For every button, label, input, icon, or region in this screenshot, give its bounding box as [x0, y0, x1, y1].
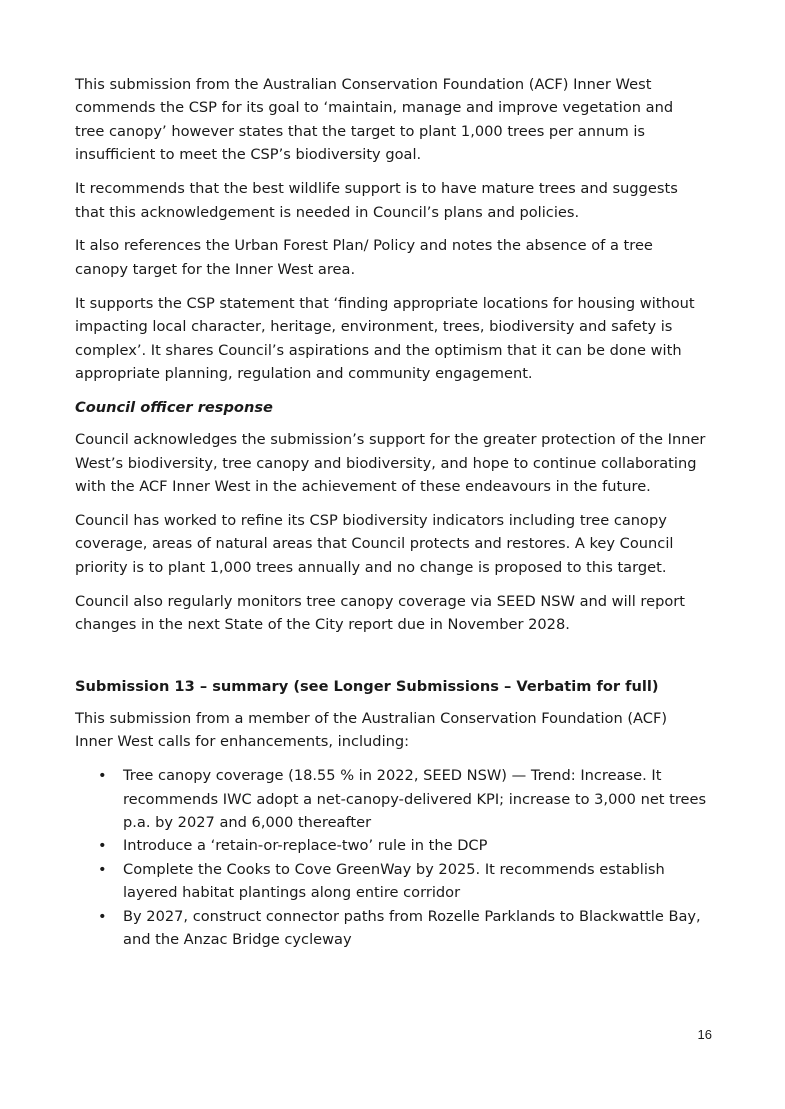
document-page-body	[75, 73, 707, 952]
paragraph: This submission from the Australian Conservation Foundation (ACF) Inner West commends the CSP for its goal to ‘maintain, manage and improve vegetation and tree canopy’ however states that the target to plant 1,000 trees per annum is insufficient to meet the CSP’s biodiversity goal.	[75, 76, 674, 164]
paragraph: It also references the Urban Forest Plan/ Policy and notes the absence of a tree canopy target for the Inner West area.	[75, 237, 653, 278]
list-item	[75, 858, 707, 905]
list-item-text: Complete the Cooks to Cove GreenWay by 2025. It recommends establish layered habitat plantings along entire corridor	[123, 860, 665, 902]
bullet-icon: •	[98, 767, 107, 785]
paragraph: It recommends that the best wildlife support is to have mature trees and suggests that this acknowledgement is needed in Council’s plans and policies.	[75, 180, 678, 221]
recommendations-list	[75, 764, 707, 951]
bullet-icon: •	[98, 837, 107, 855]
page-number: 16	[697, 1027, 712, 1042]
list-item-text: Tree canopy coverage (18.55 % in 2022, SEED NSW) — Trend: Increase. It recommends IWC adopt a net-canopy-delivered KPI; increase to 3,000 net trees p.a. by 2027 and 6,000 thereafter	[123, 767, 707, 832]
paragraph: Council also regularly monitors tree canopy coverage via SEED NSW and will report changes in the next State of the City report due in November 2028.	[75, 592, 685, 634]
submission-13-heading: Submission 13 – summary (see Longer Submissions – Verbatim for full)	[75, 677, 659, 695]
bullet-icon: •	[98, 907, 107, 925]
paragraph: Council has worked to refine its CSP biodiversity indicators including tree canopy coverage, areas of natural areas that Council protects and restores. A key Council priority is to plant 1,000 trees annually and no change is proposed to this target.	[75, 512, 674, 576]
list-item-text: By 2027, construct connector paths from Rozelle Parklands to Blackwattle Bay, and the Anzac Bridge cycleway	[123, 907, 701, 949]
list-item	[75, 905, 707, 952]
list-item	[75, 764, 707, 834]
bullet-icon: •	[98, 860, 107, 878]
paragraph: Council acknowledges the submission’s support for the greater protection of the Inner West’s biodiversity, tree canopy and biodiversity, and hope to continue collaborating with the ACF Inner West in the achievement of these endeavours in the future.	[75, 431, 706, 496]
paragraph: This submission from a member of the Australian Conservation Foundation (ACF) Inner West calls for enhancements, including:	[75, 709, 668, 751]
council-officer-response-heading: Council officer response	[75, 398, 273, 416]
list-item	[75, 834, 707, 857]
list-item-text: Introduce a ‘retain-or-replace-two’ rule in the DCP	[123, 837, 488, 855]
paragraph: It supports the CSP statement that ‘finding appropriate locations for housing without impacting local character, heritage, environment, trees, biodiversity and safety is complex’. It shares Council’s aspirations and the optimism that it can be done with appropriate planning, regulation and community engagement.	[75, 294, 695, 382]
